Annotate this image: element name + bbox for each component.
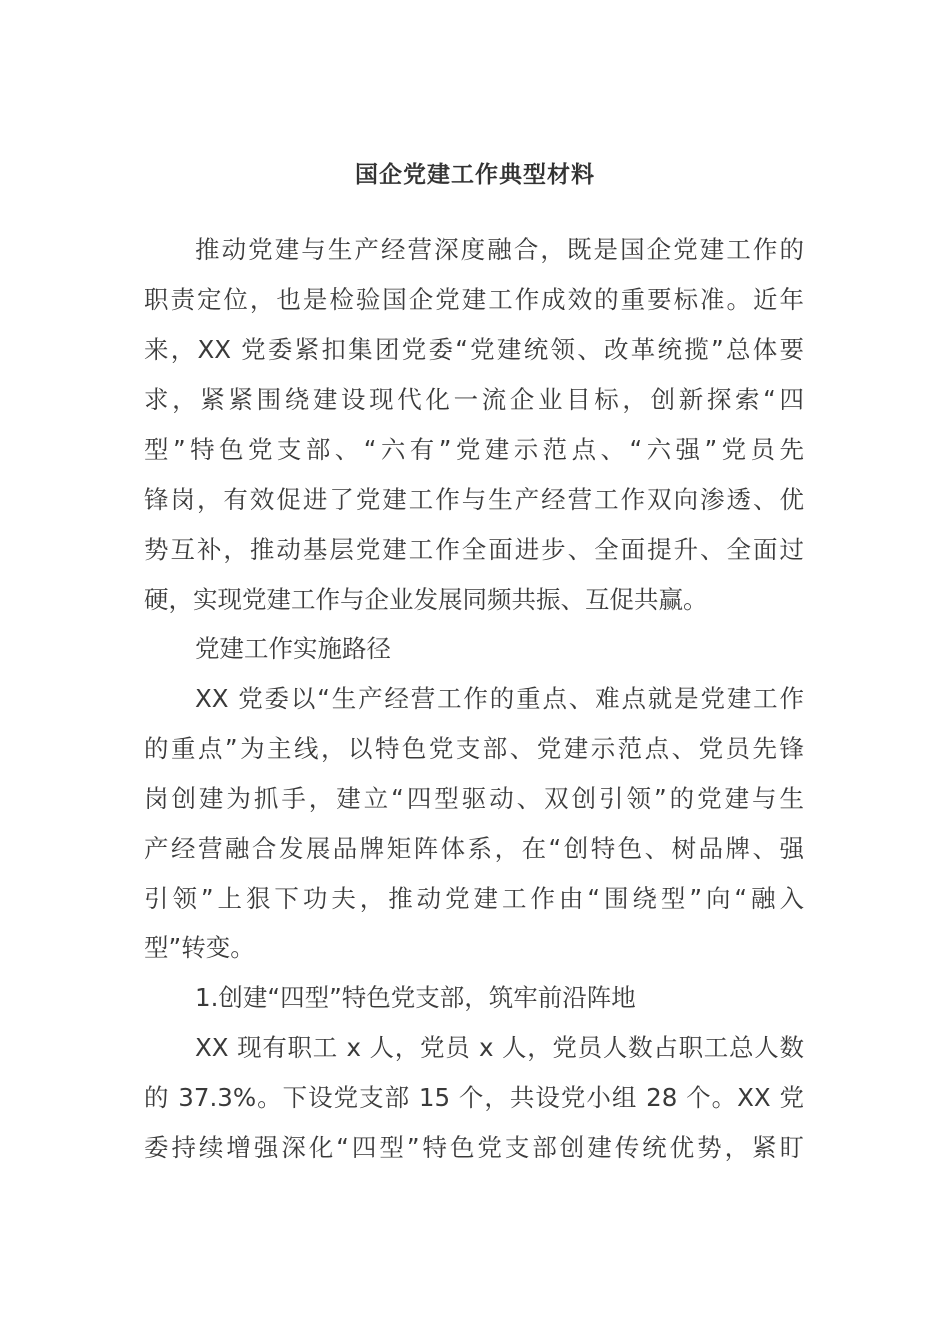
body-line: 来，XX 党委紧扣集团党委“党建统领、改革统揽”总体要	[144, 335, 804, 364]
document-title: 国企党建工作典型材料	[355, 162, 595, 188]
body-line: 硬，实现党建工作与企业发展同频共振、互促共赢。	[144, 585, 708, 614]
body-line: 岗创建为抓手，建立“四型驱动、双创引领”的党建与生	[144, 784, 804, 813]
body-line: XX 现有职工 x 人，党员 x 人，党员人数占职工总人数	[195, 1033, 804, 1062]
body-line: 职责定位，也是检验国企党建工作成效的重要标准。近年	[144, 285, 804, 314]
body-line: XX 党委以“生产经营工作的重点、难点就是党建工作	[195, 684, 804, 713]
body-line: 势互补，推动基层党建工作全面进步、全面提升、全面过	[144, 535, 804, 564]
body-line: 推动党建与生产经营深度融合，既是国企党建工作的	[195, 235, 804, 264]
body-line: 的 37.3%。下设党支部 15 个，共设党小组 28 个。XX 党	[144, 1083, 804, 1112]
body-line: 型”特色党支部、“六有”党建示范点、“六强”党员先	[144, 435, 804, 464]
subsection-heading: 1.创建“四型”特色党支部，筑牢前沿阵地	[195, 983, 636, 1012]
body-line: 产经营融合发展品牌矩阵体系，在“创特色、树品牌、强	[144, 834, 804, 863]
body-line: 求，紧紧围绕建设现代化一流企业目标，创新探索“四	[144, 385, 804, 414]
body-line: 型”转变。	[144, 933, 255, 962]
body-line: 的重点”为主线，以特色党支部、党建示范点、党员先锋	[144, 734, 804, 763]
section-heading: 党建工作实施路径	[195, 634, 391, 663]
body-line: 委持续增强深化“四型”特色党支部创建传统优势，紧盯	[144, 1133, 804, 1162]
body-line: 引领”上狠下功夫，推动党建工作由“围绕型”向“融入	[144, 884, 804, 913]
body-line: 锋岗，有效促进了党建工作与生产经营工作双向渗透、优	[144, 485, 804, 514]
